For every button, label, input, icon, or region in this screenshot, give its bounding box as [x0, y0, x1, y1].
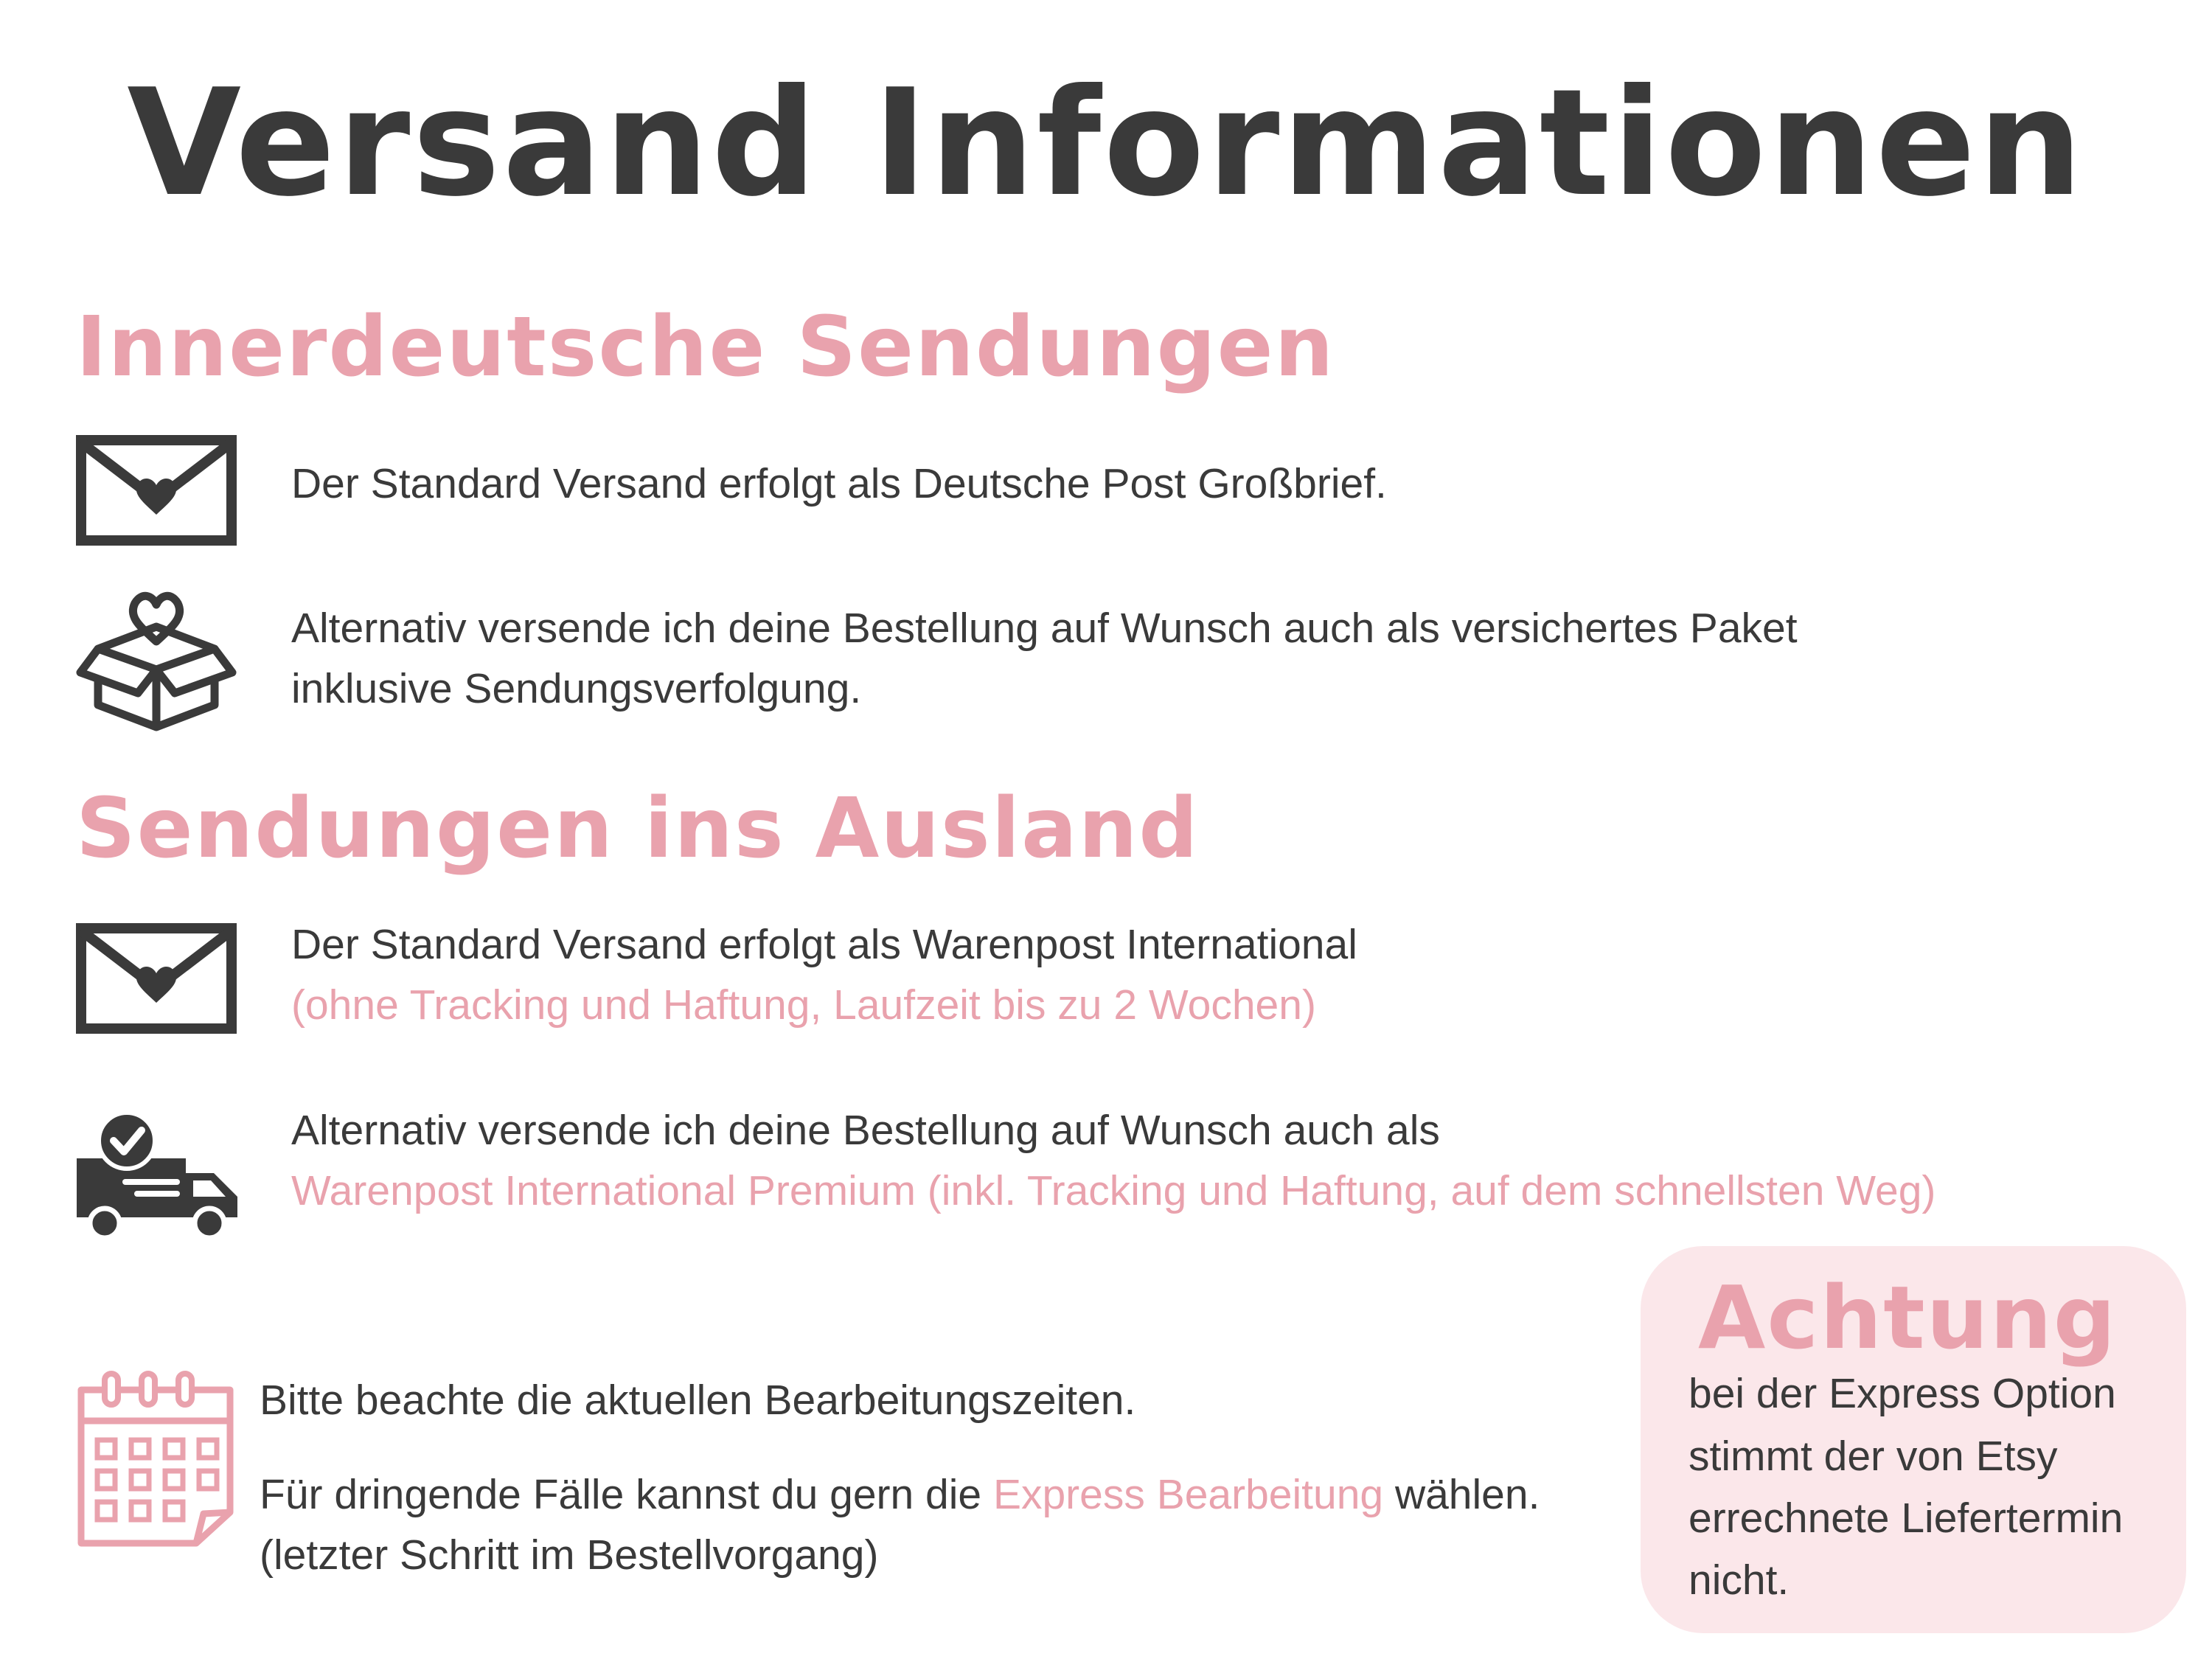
- international-premium-text: [291, 1100, 1935, 1221]
- domestic-parcel-line-1: Alternativ versende ich deine Bestellung auf Wunsch auch als versichertes Paket: [291, 605, 1798, 652]
- notice-line-1: bei der Express Option: [1688, 1370, 2116, 1417]
- processing-line-3: (letzter Schritt im Bestellvorgang): [260, 1531, 879, 1579]
- international-standard-text: [291, 914, 1357, 1035]
- domestic-heading: Innerdeutsche Sendungen: [76, 299, 1335, 395]
- international-standard-note: (ohne Tracking und Haftung, Laufzeit bis zu 2 Wochen): [291, 981, 1316, 1029]
- processing-line-1: Bitte beachte die aktuellen Bearbeitungszeiten.: [260, 1377, 1136, 1424]
- notice-line-4: nicht.: [1688, 1557, 1790, 1604]
- notice-line-2: stimmt der von Etsy: [1688, 1433, 2058, 1480]
- page-title: Versand Informationen: [127, 58, 2085, 229]
- domestic-parcel-text: [291, 598, 1798, 719]
- notice-title: Achtung: [1698, 1267, 2118, 1368]
- delivery-truck-check-icon: [74, 1110, 240, 1245]
- express-processing-highlight: Express Bearbeitung: [992, 1471, 1384, 1518]
- processing-line-2-before: Für dringende Fälle kannst du gern die: [260, 1471, 993, 1518]
- domestic-parcel-line-2: inklusive Sendungsverfolgung.: [291, 665, 862, 712]
- calendar-icon: [74, 1368, 237, 1551]
- notice-line-3: errechnete Liefertermin: [1688, 1495, 2124, 1542]
- international-premium-note: Warenpost International Premium (inkl. Tracking und Haftung, auf dem schnellsten Weg): [291, 1167, 1936, 1214]
- international-standard-line: Der Standard Versand erfolgt als Warenpost International: [291, 921, 1357, 968]
- domestic-standard-text: Der Standard Versand erfolgt als Deutsche Post Großbrief.: [291, 460, 1387, 507]
- international-heading: Sendungen ins Ausland: [76, 781, 1200, 877]
- processing-line-2: [260, 1464, 1540, 1525]
- envelope-heart-icon: [76, 923, 237, 1037]
- international-premium-line: Alternativ versende ich deine Bestellung auf Wunsch auch als: [291, 1107, 1440, 1154]
- processing-line-2-after: wählen.: [1383, 1471, 1540, 1518]
- box-heart-icon: [76, 575, 237, 737]
- envelope-heart-icon: [76, 435, 237, 549]
